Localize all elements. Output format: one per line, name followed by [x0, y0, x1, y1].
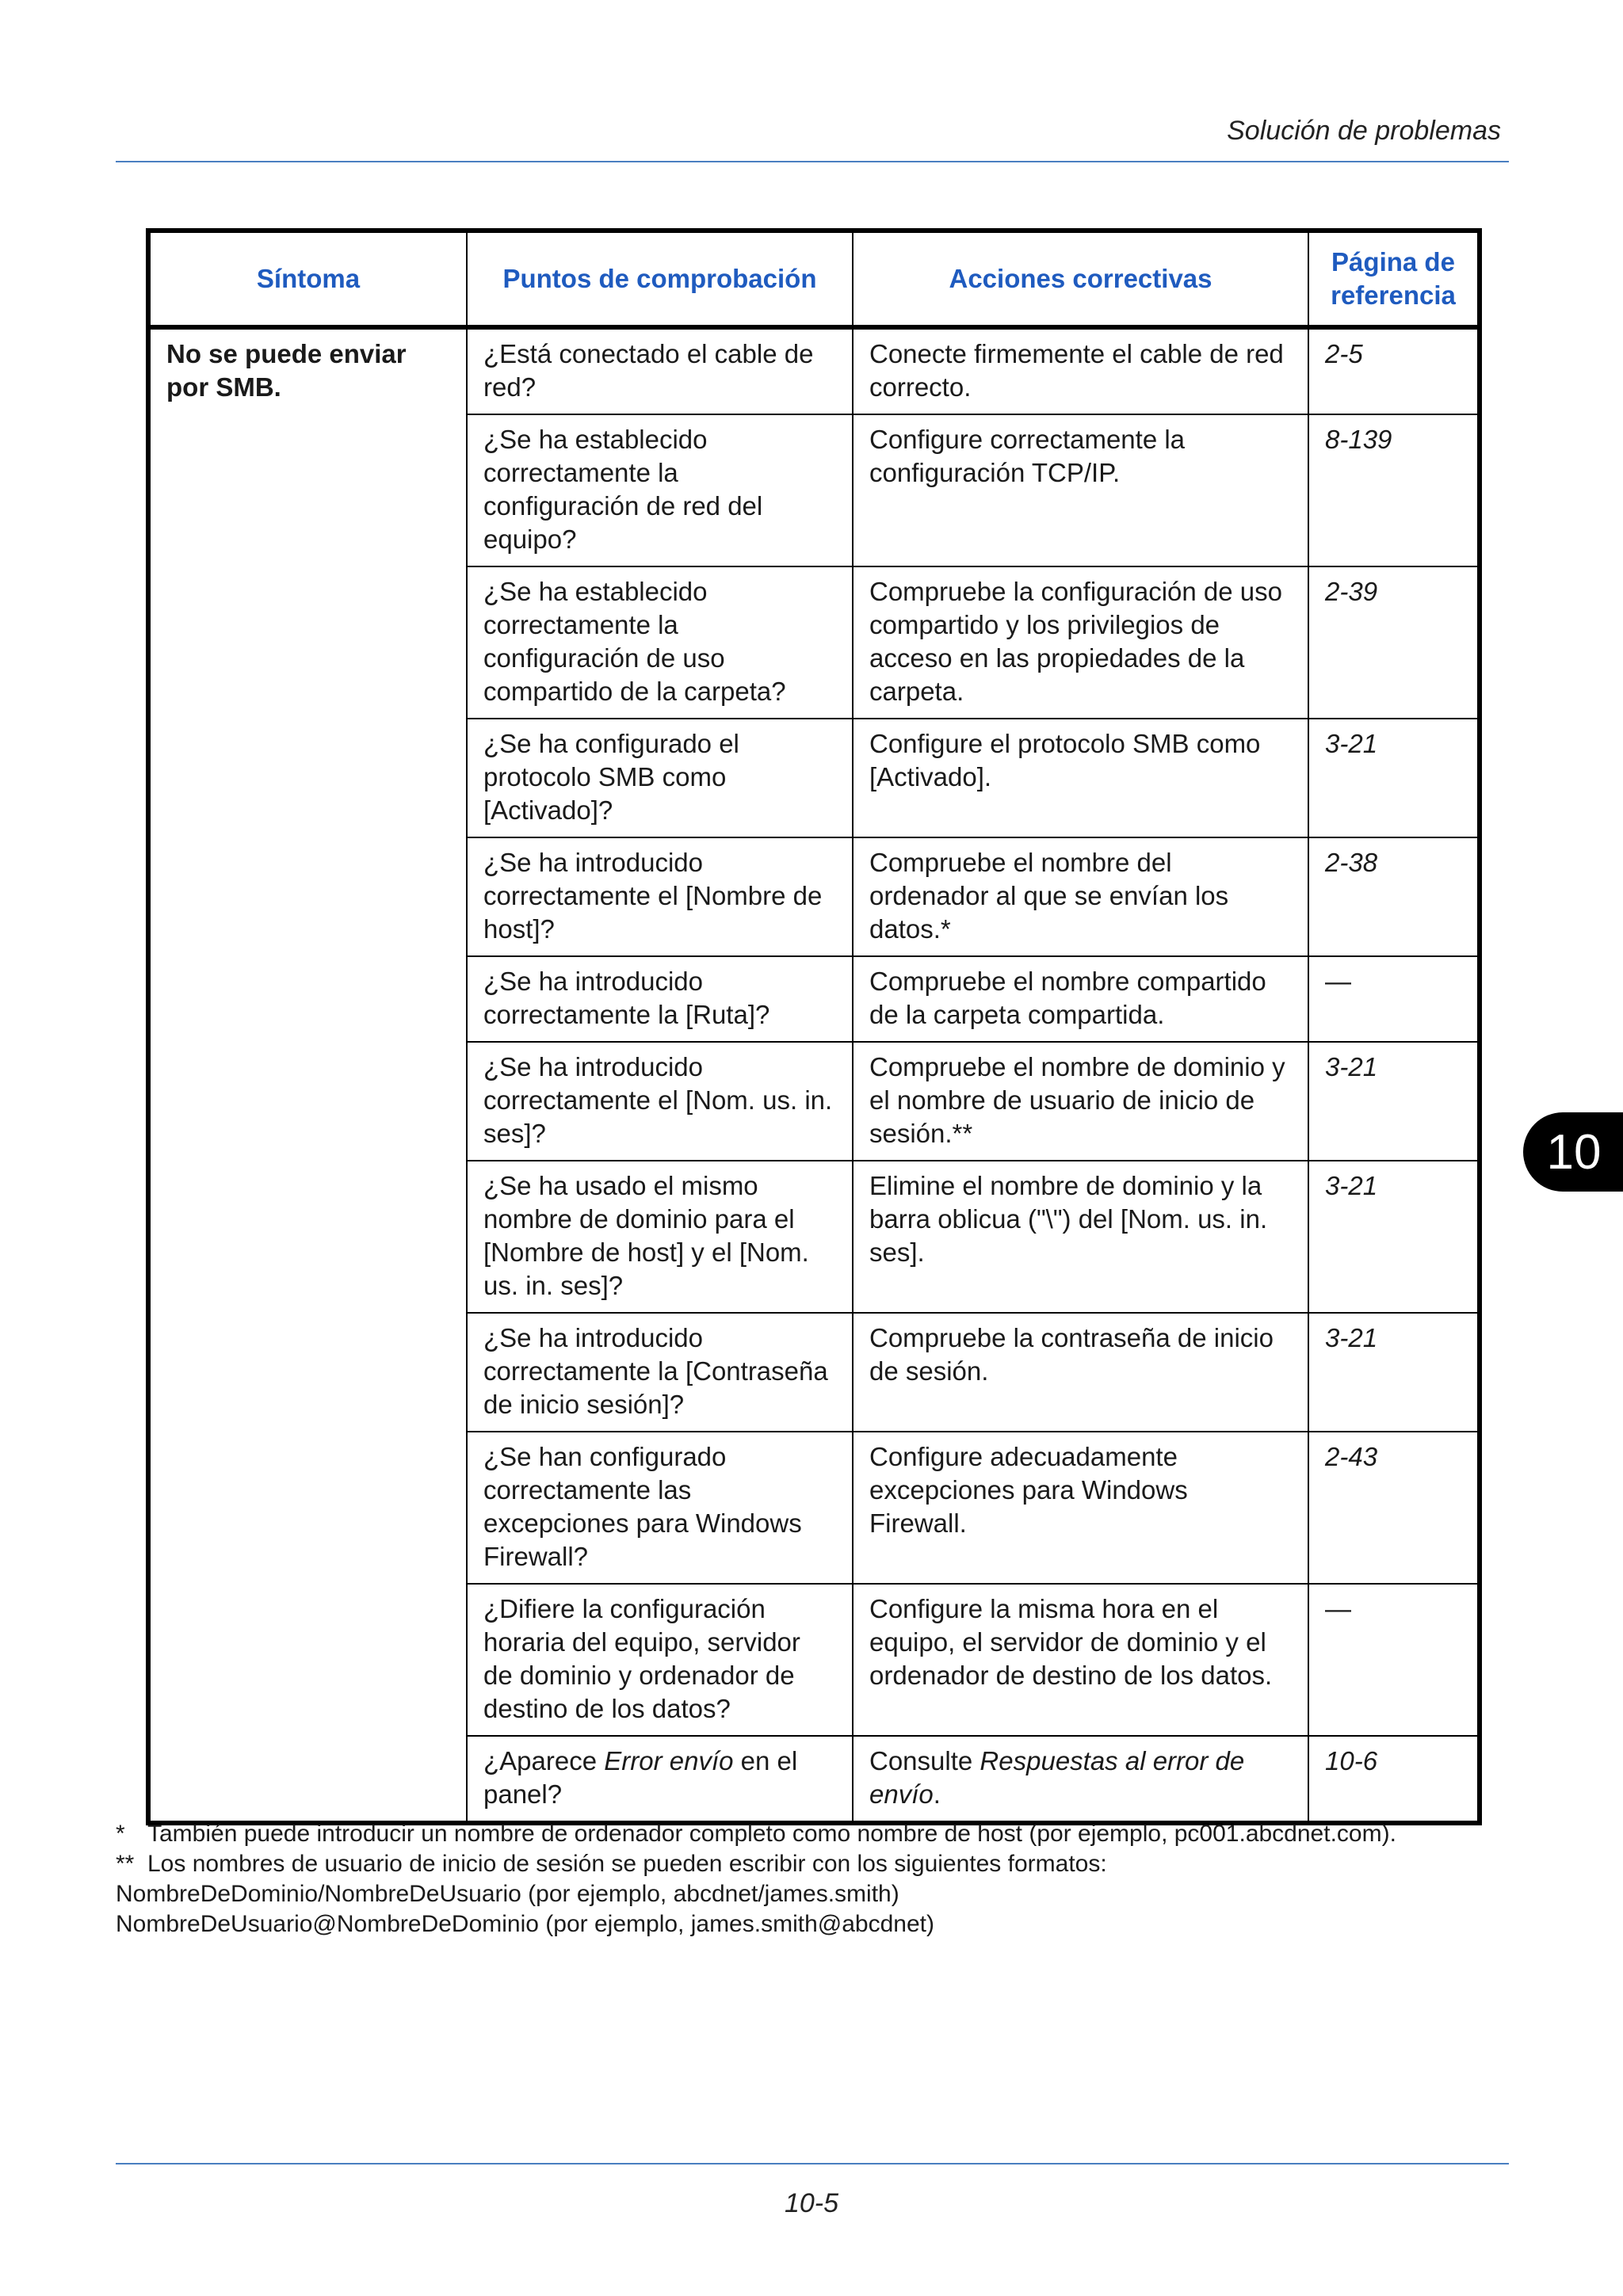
- column-header-symptom: Síntoma: [148, 231, 467, 327]
- check-cell: ¿Está conectado el cable de red?: [467, 327, 853, 414]
- footer-divider: [116, 2163, 1509, 2164]
- column-header-corrective-actions: Acciones correctivas: [853, 231, 1308, 327]
- check-cell: ¿Se ha configurado el protocolo SMB como [Activado]?: [467, 719, 853, 837]
- reference-cell: 8-139: [1308, 414, 1480, 566]
- footnote-1: [116, 1819, 1510, 1849]
- reference-cell: 2-38: [1308, 837, 1480, 956]
- page-header-title: Solución de problemas: [1227, 116, 1501, 146]
- table-row: [148, 327, 1480, 414]
- action-text: Consulte: [869, 1746, 980, 1775]
- table-header-row: [148, 231, 1480, 327]
- action-cell: Compruebe la contraseña de inicio de sesión.: [853, 1313, 1308, 1432]
- header-divider: [116, 161, 1509, 162]
- action-emphasis: Respuestas al error de envío: [869, 1746, 1245, 1809]
- reference-cell: 2-39: [1308, 566, 1480, 719]
- check-cell: ¿Se ha establecido correctamente la configuración de red del equipo?: [467, 414, 853, 566]
- footnote-mark: *: [116, 1821, 125, 1847]
- check-cell: ¿Se ha establecido correctamente la configuración de uso compartido de la carpeta?: [467, 566, 853, 719]
- check-emphasis: Error envío: [604, 1746, 734, 1775]
- action-cell: Conecte firmemente el cable de red correcto.: [853, 327, 1308, 414]
- check-cell: ¿Se han configurado correctamente las excepciones para Windows Firewall?: [467, 1432, 853, 1584]
- column-header-check-points: Puntos de comprobación: [467, 231, 853, 327]
- reference-cell: 3-21: [1308, 1161, 1480, 1313]
- troubleshooting-table: [146, 228, 1482, 1825]
- action-cell: Compruebe el nombre del ordenador al que se envían los datos.*: [853, 837, 1308, 956]
- action-text: .: [933, 1779, 941, 1809]
- reference-cell: 3-21: [1308, 719, 1480, 837]
- footnote-2-line-2: NombreDeDominio/NombreDeUsuario (por ejemplo, abcdnet/james.smith): [116, 1881, 899, 1907]
- action-cell: Configure el protocolo SMB como [Activado].: [853, 719, 1308, 837]
- check-cell: ¿Se ha introducido correctamente la [Ruta]?: [467, 956, 853, 1042]
- reference-cell: 2-43: [1308, 1432, 1480, 1584]
- action-cell: Compruebe la configuración de uso compartido y los privilegios de acceso en las propiedades de la carpeta.: [853, 566, 1308, 719]
- action-cell: [853, 1736, 1308, 1823]
- footnote-text: Los nombres de usuario de inicio de sesión se pueden escribir con los siguientes formatos:: [147, 1851, 1107, 1877]
- symptom-cell: No se puede enviar por SMB.: [148, 327, 467, 1823]
- footnote-mark: **: [116, 1851, 135, 1877]
- check-text: ¿Aparece: [483, 1746, 605, 1775]
- page-number: 10-5: [784, 2188, 839, 2218]
- reference-cell: —: [1308, 1584, 1480, 1736]
- check-cell: ¿Se ha usado el mismo nombre de dominio para el [Nombre de host] y el [Nom. us. in. ses]?: [467, 1161, 853, 1313]
- reference-cell: 10-6: [1308, 1736, 1480, 1823]
- check-text: en el panel?: [483, 1746, 798, 1809]
- action-cell: Elimine el nombre de dominio y la barra oblicua ("\") del [Nom. us. in. ses].: [853, 1161, 1308, 1313]
- action-cell: Configure correctamente la configuración TCP/IP.: [853, 414, 1308, 566]
- check-cell: ¿Se ha introducido correctamente el [Nombre de host]?: [467, 837, 853, 956]
- check-cell: ¿Se ha introducido correctamente la [Contraseña de inicio sesión]?: [467, 1313, 853, 1432]
- footnotes: [116, 1819, 1510, 1939]
- reference-cell: 2-5: [1308, 327, 1480, 414]
- check-cell: ¿Se ha introducido correctamente el [Nom. us. in. ses]?: [467, 1042, 853, 1161]
- check-cell: ¿Difiere la configuración horaria del equipo, servidor de dominio y ordenador de destino de los datos?: [467, 1584, 853, 1736]
- check-cell: [467, 1736, 853, 1823]
- action-cell: Configure la misma hora en el equipo, el servidor de dominio y el ordenador de destino de los datos.: [853, 1584, 1308, 1736]
- footnote-2: [116, 1849, 1510, 1879]
- chapter-tab: 10: [1523, 1112, 1623, 1192]
- reference-cell: 3-21: [1308, 1042, 1480, 1161]
- reference-cell: 3-21: [1308, 1313, 1480, 1432]
- action-cell: Configure adecuadamente excepciones para Windows Firewall.: [853, 1432, 1308, 1584]
- column-header-reference-page: Página de referencia: [1308, 231, 1480, 327]
- footnote-2-line-3: NombreDeUsuario@NombreDeDominio (por ejemplo, james.smith@abcdnet): [116, 1911, 934, 1937]
- action-cell: Compruebe el nombre compartido de la carpeta compartida.: [853, 956, 1308, 1042]
- reference-cell: —: [1308, 956, 1480, 1042]
- footnote-text: También puede introducir un nombre de ordenador completo como nombre de host (por ejemplo, pc001.abcdnet.com).: [147, 1821, 1396, 1847]
- action-cell: Compruebe el nombre de dominio y el nombre de usuario de inicio de sesión.**: [853, 1042, 1308, 1161]
